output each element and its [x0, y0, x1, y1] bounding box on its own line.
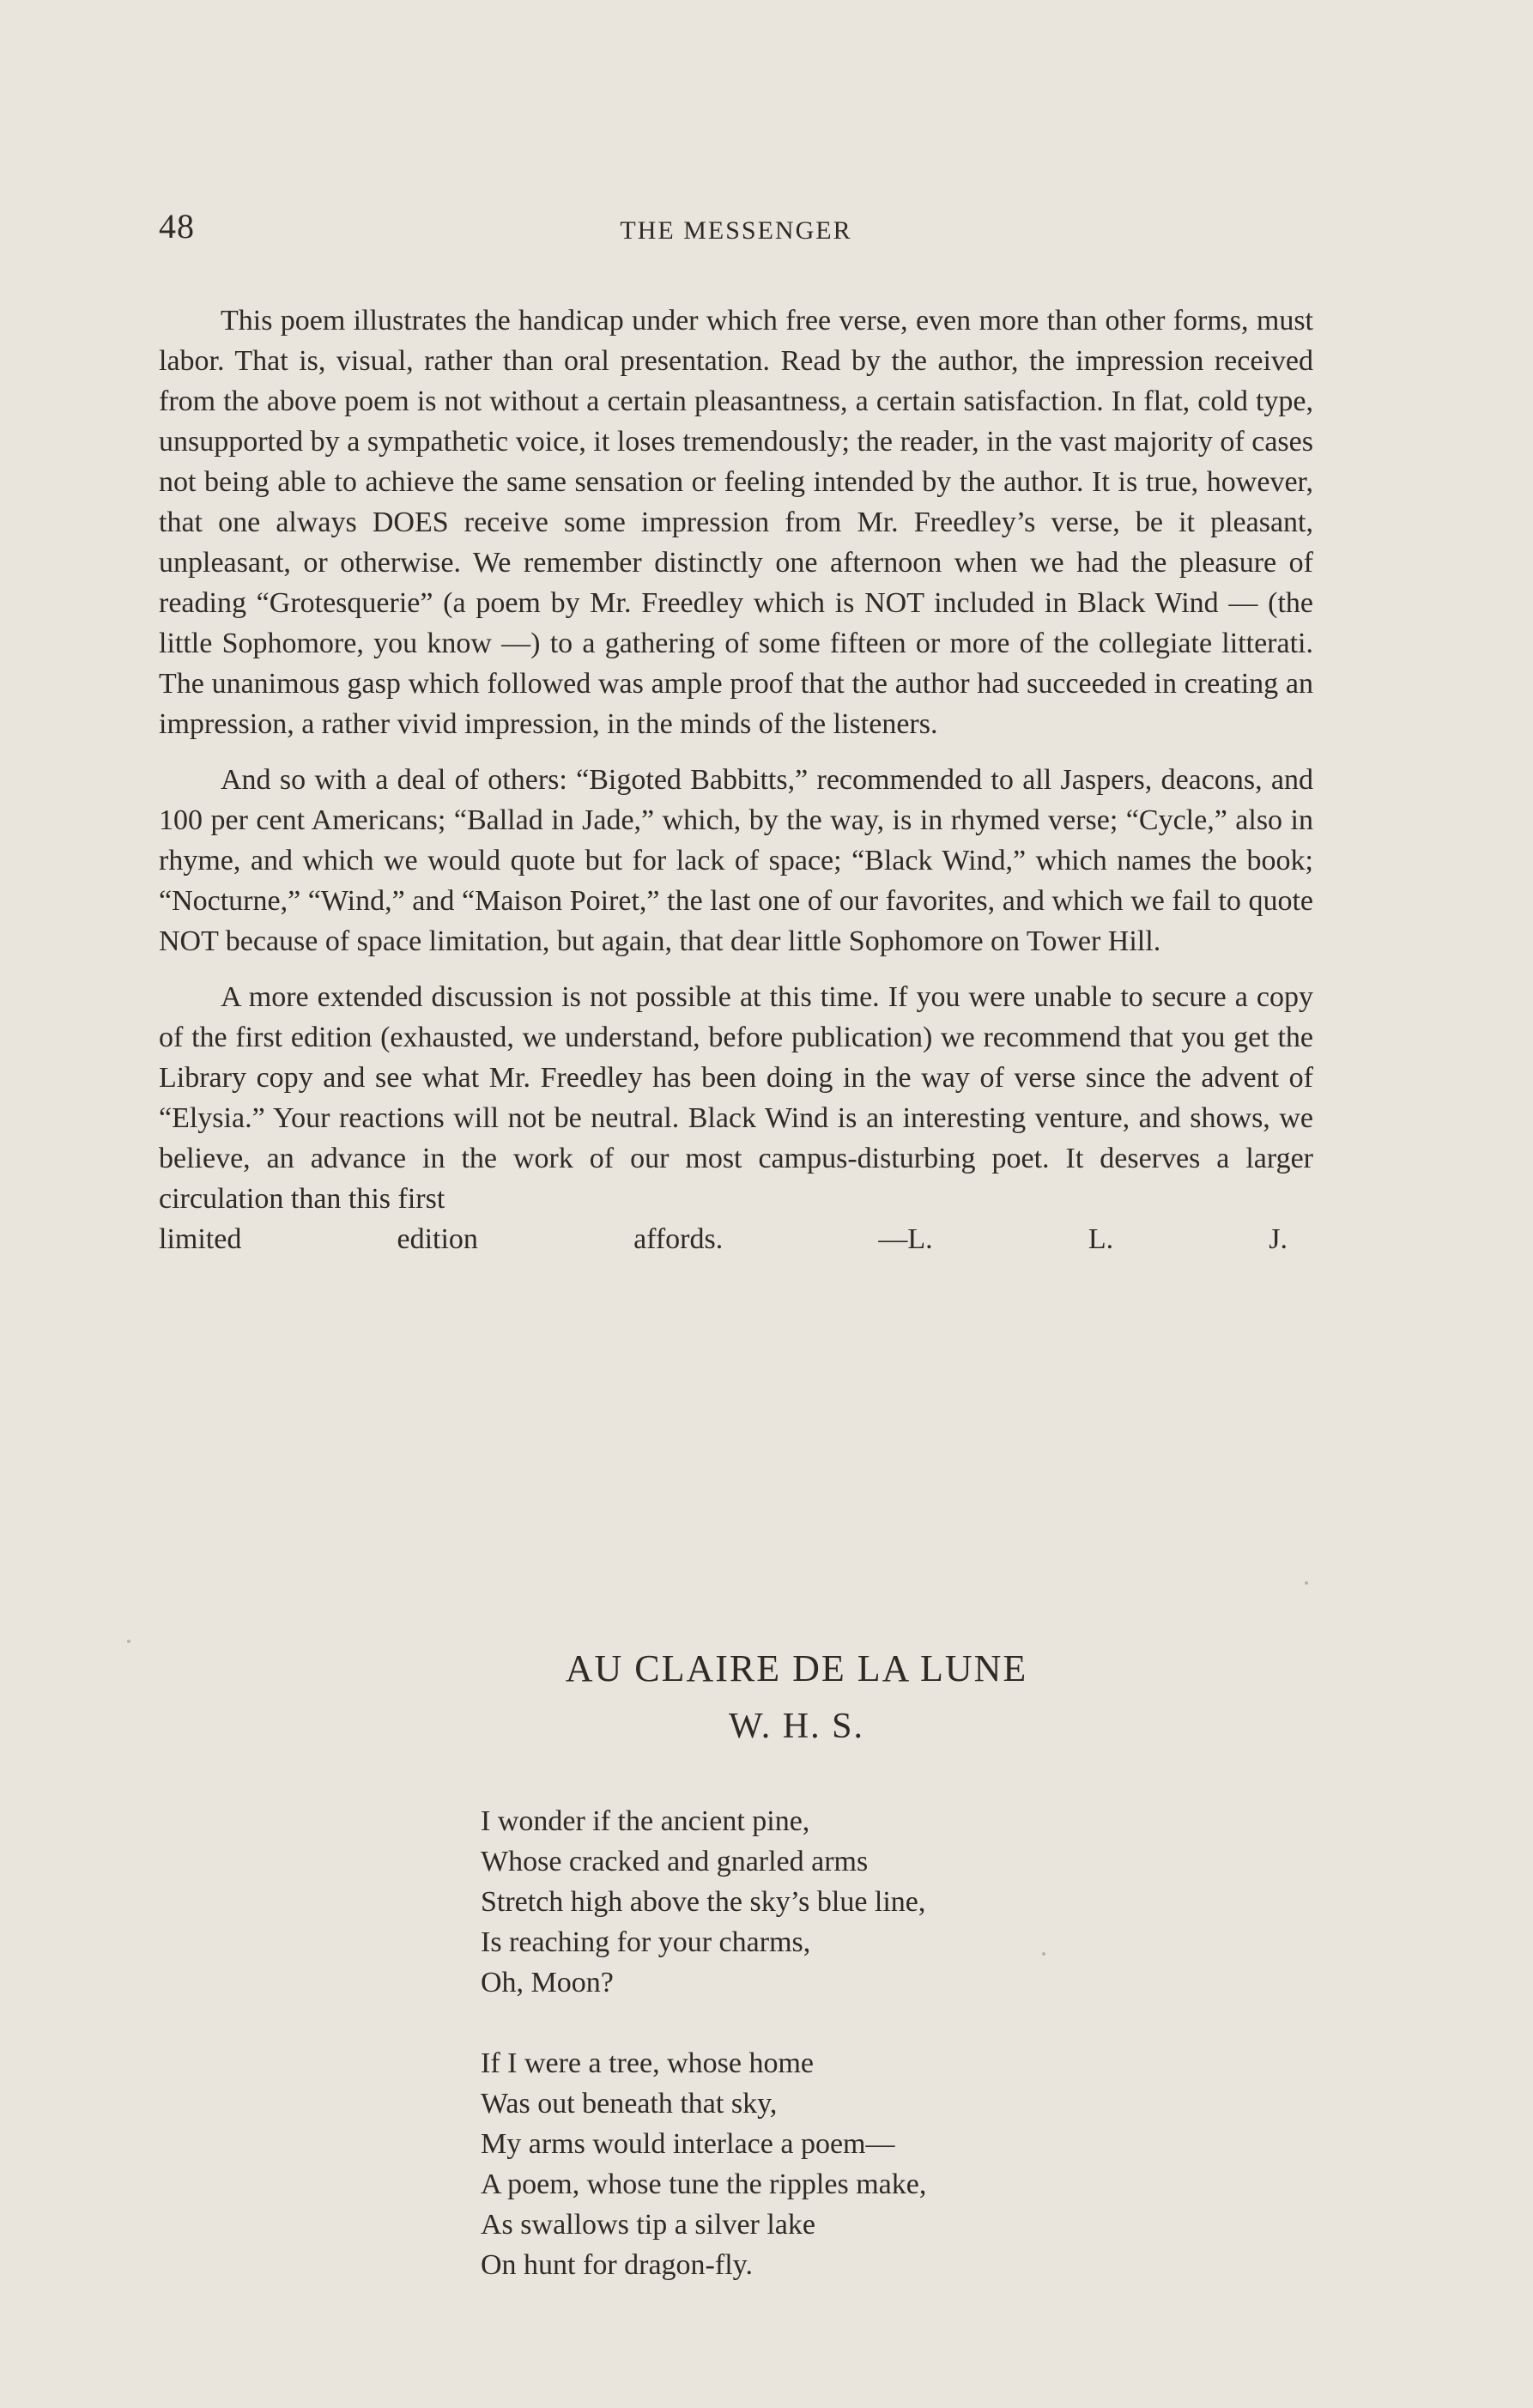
- poem-line: Was out beneath that sky,: [481, 2088, 778, 2120]
- review-paragraph-1: This poem illustrates the handicap under which free verse, even more than other forms, must labor. That is, visual, rather than oral presentation. Read by the author, the impression received from the above poem is not without a certain pleasantness, a certain satisfaction. In flat, cold type, unsupported by a sympathetic voice, it loses tremendously; the reader, in the vast majority of cases not being able to achieve the same sensation or feeling intended by the author. It is true, however, that one always DOES receive some impression from Mr. Freedley’s verse, be it pleasant, unpleasant, or otherwise. We remember distinctly one afternoon when we had the pleasure of reading “Grotesquerie” (a poem by Mr. Freedley which is NOT included in Black Wind — (the little Sophomore, you know —) to a gathering of some fifteen or more of the collegiate litterati. The unanimous gasp which followed was ample proof that the author had succeeded in creating an impression, a rather vivid impression, in the minds of the listeners.: [159, 305, 1313, 740]
- poem-stanzas: [481, 1801, 926, 2326]
- review-signoff-line: [159, 1219, 1313, 1259]
- page-number: 48: [159, 207, 195, 246]
- poem-author: W. H. S.: [729, 1707, 864, 1746]
- poem-line: My arms would interlace a poem—: [481, 2128, 895, 2160]
- poem-line: As swallows tip a silver lake: [481, 2209, 815, 2241]
- poem-line: I wonder if the ancient pine,: [481, 1805, 810, 1837]
- review-signature: —L. L. J.: [878, 1223, 1288, 1255]
- poem-line: Oh, Moon?: [481, 1967, 614, 1999]
- poem-line: Is reaching for your charms,: [481, 1926, 811, 1958]
- poem-line: If I were a tree, whose home: [481, 2047, 814, 2079]
- page-header: [159, 206, 1313, 258]
- poem-line: A poem, whose tune the ripples make,: [481, 2168, 927, 2200]
- poem-stanza-2: [481, 2043, 926, 2285]
- review-paragraph-2: And so with a deal of others: “Bigoted Babbitts,” recommended to all Jaspers, deacons, and 100 per cent Americans; “Ballad in Jade,” which, by the way, is in rhymed verse; “Cycle,” also in rhyme, and which we would quote but for lack of space; “Black Wind,” which names the book; “Nocturne,” “Wind,” and “Maison Poiret,” the last one of our favorites, and which we fail to quote NOT because of space limitation, but again, that dear little Sophomore on Tower Hill.: [159, 764, 1313, 957]
- running-title: THE MESSENGER: [620, 216, 852, 245]
- paper-speck: [1305, 1581, 1308, 1585]
- poem-line: Stretch high above the sky’s blue line,: [481, 1886, 926, 1918]
- poem: [0, 1647, 1533, 2281]
- book-review: [159, 300, 1313, 1259]
- poem-line: Whose cracked and gnarled arms: [481, 1846, 869, 1877]
- paper-speck: [1042, 1952, 1045, 1956]
- paper-speck: [127, 1640, 130, 1643]
- review-paragraph-3: [159, 977, 1313, 1219]
- poem-stanza-1: [481, 1801, 926, 2003]
- review-paragraph-3-text: A more extended discussion is not possible at this time. If you were unable to secure a copy of the first edition (exhausted, we understand, before publication) we recommend that you get the Library copy and see what Mr. Freedley has been doing in the way of verse since the advent of “Elysia.” Your reactions will not be neutral. Black Wind is an interesting venture, and shows, we believe, an advance in the work of our most campus-disturbing poet. It deserves a larger circulation than this first: [159, 981, 1313, 1215]
- poem-line: On hunt for dragon-fly.: [481, 2249, 753, 2281]
- poem-title: AU CLAIRE DE LA LUNE: [565, 1647, 1028, 1689]
- review-last-line: limited edition affords.: [159, 1223, 724, 1255]
